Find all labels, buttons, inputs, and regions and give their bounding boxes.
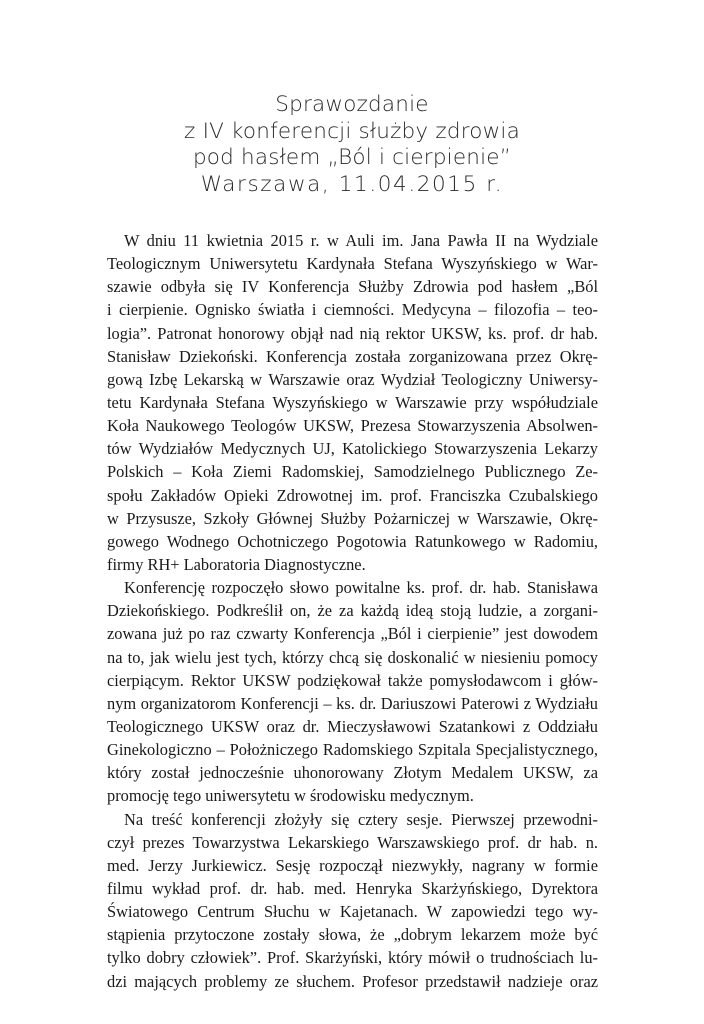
paragraph-line: med. Jerzy Jurkiewicz. Sesję rozpoczął niezwykły, nagrany w formie (107, 855, 598, 875)
paragraph-line: logia”. Patronat honorowy objął nad nią rektor UKSW, ks. prof. dr hab. (107, 323, 598, 343)
article-title (0, 92, 704, 198)
paragraph-line: na to, jak wielu jest tych, którzy chcą się doskonalić w niesieniu pomocy (107, 647, 598, 667)
title-line: pod hasłem „Ból i cierpienie” (192, 145, 512, 170)
title-line-date: Warszawa, 11.04.2015 r. (200, 171, 504, 197)
paragraph-line: promocję tego uniwersytetu w środowisku medycznym. (107, 786, 474, 806)
paragraph-line: Na treść konferencji złożyły się cztery sesje. Pierwszej przewodni- (124, 809, 598, 829)
paragraph-line: cierpiącym. Rektor UKSW podziękował także pomysłodawcom i głów- (107, 670, 598, 690)
paragraph-line: tylko dobry człowiek”. Prof. Skarżyński, który mówił o trudnościach lu- (107, 948, 598, 968)
paragraph-line: szawie odbyła się IV Konferencja Służby Zdrowia pod hasłem „Ból (107, 277, 598, 297)
paragraph-line: zowana już po raz czwarty Konferencja „Ból i cierpienie” jest dowodem (107, 624, 598, 644)
paragraph-line: Teologicznego UKSW oraz dr. Mieczysławowi Szatankowi z Oddziału (107, 716, 598, 736)
paragraph-line: stąpienia przytoczone zostały słowa, że „dobrym lekarzem może być (107, 925, 598, 945)
paragraph-line: który został jednocześnie uhonorowany Złotym Medalem UKSW, za (107, 763, 598, 783)
paragraph-line: Polskich – Koła Ziemi Radomskiej, Samodzielnego Publicznego Ze- (107, 462, 598, 482)
paragraph-line: w Przysusze, Szkoły Głównej Służby Pożarniczej w Warszawie, Okrę- (107, 508, 598, 528)
paragraph-line: Ginekologiczno – Położniczego Radomskiego Szpitala Specjalistycznego, (107, 740, 598, 760)
paragraph-line: W dniu 11 kwietnia 2015 r. w Auli im. Jana Pawła II na Wydziale (124, 231, 598, 250)
paragraph-line: gowego Wodnego Ochotniczego Pogotowia Ratunkowego w Radomiu, (107, 531, 598, 551)
paragraph-line: tów Wydziałów Medycznych UJ, Katolickiego Stowarzyszenia Lekarzy (107, 439, 598, 459)
article-body (107, 229, 598, 993)
paragraph-line: dzi mających problemy ze słuchem. Profesor przedstawił nadzieje oraz (107, 971, 598, 991)
paragraph-line: nym organizatorom Konferencji – ks. dr. Dariuszowi Paterowi z Wydziału (107, 693, 598, 713)
paragraph-line: społu Zakładów Opieki Zdrowotnej im. prof. Franciszka Czubalskiego (107, 485, 598, 505)
title-line: Sprawozdanie (275, 92, 429, 117)
paragraph-line: Teologicznym Uniwersytetu Kardynała Stefana Wyszyńskiego w War- (107, 254, 598, 274)
paragraph-line: Światowego Centrum Słuchu w Kajetanach. W zapowiedzi tego wy- (107, 902, 598, 922)
paragraph-line: Konferencję rozpoczęło słowo powitalne ks. prof. dr. hab. Stanisława (124, 578, 598, 598)
title-line: z IV konferencji służby zdrowia (184, 118, 520, 144)
paragraph-line: Dziekońskiego. Podkreślił on, że za każdą ideą stoją ludzie, a zorgani- (107, 601, 598, 621)
paragraph-line: firmy RH+ Laboratoria Diagnostyczne. (107, 554, 366, 574)
paragraph-line: filmu wykład prof. dr. hab. med. Henryka Skarżyńskiego, Dyrektora (107, 878, 598, 898)
paragraph-line: Stanisław Dziekoński. Konferencja została zorganizowana przez Okrę- (107, 346, 598, 366)
paragraph-line: gową Izbę Lekarską w Warszawie oraz Wydział Teologiczny Uniwersy- (107, 369, 598, 389)
paragraph-line: Koła Naukowego Teologów UKSW, Prezesa Stowarzyszenia Absolwen- (107, 416, 598, 436)
paragraph-line: i cierpienie. Ognisko światła i ciemności. Medycyna – filozofia – teo- (107, 300, 598, 320)
paragraph-line: tetu Kardynała Stefana Wyszyńskiego w Warszawie przy współudziale (107, 392, 598, 412)
paragraph-line: czył prezes Towarzystwa Lekarskiego Warszawskiego prof. dr hab. n. (107, 832, 598, 852)
